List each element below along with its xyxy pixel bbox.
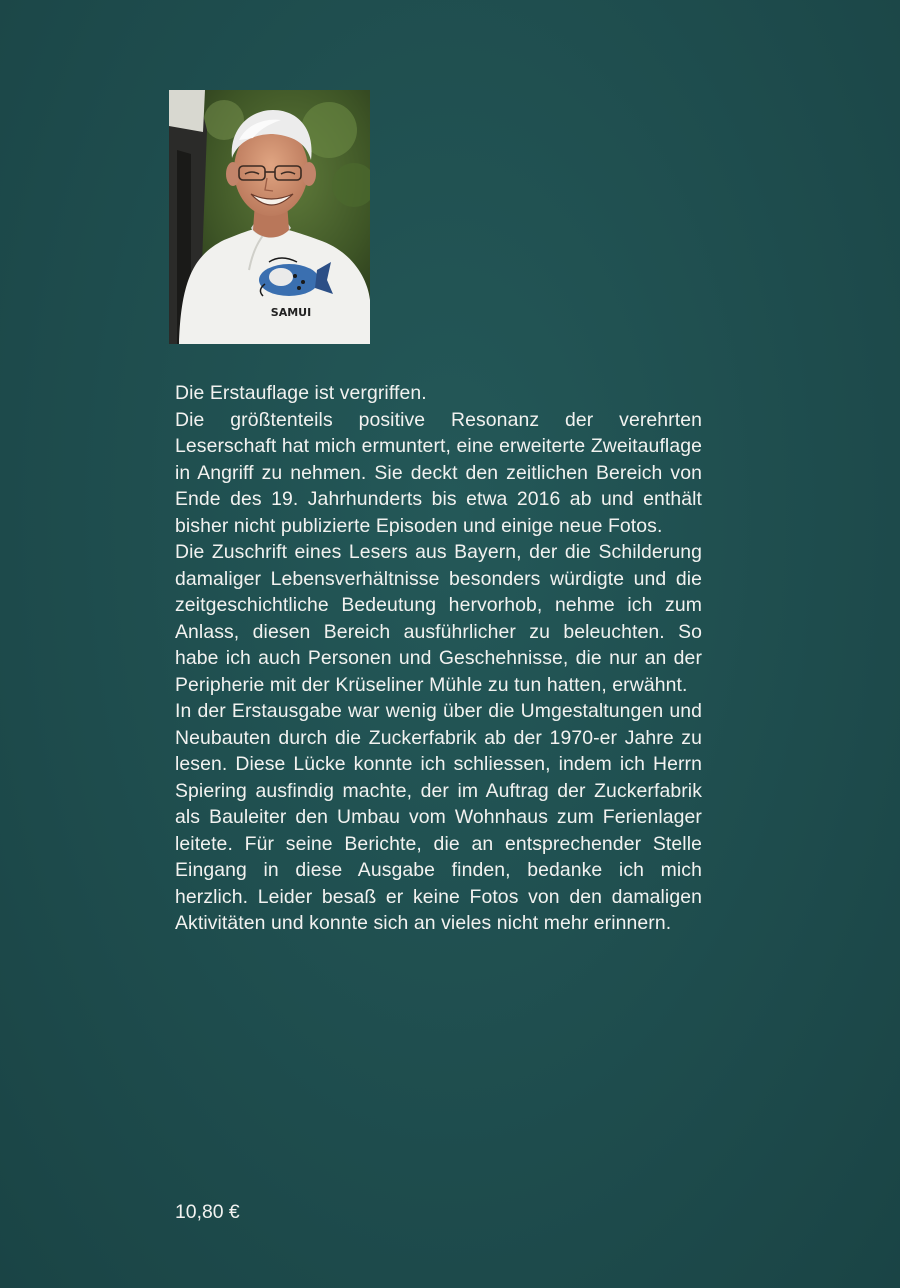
price-label: 10,80 € [175, 1201, 240, 1223]
shirt-text: SAMUI [270, 306, 312, 319]
author-photo [169, 90, 370, 344]
blurb-paragraph: Die Erstauflage ist vergriffen. [175, 382, 427, 404]
blurb-text [175, 380, 702, 937]
blurb-paragraph: Die größtenteils positive Resonanz der verehrten Leserschaft hat mich ermuntert, eine erweiterte Zweitauflage in Angriff zu nehmen. Sie deckt den zeitlichen Bereich von Ende des 19. Jahrhunderts bis etwa 2016 ab und enthält bisher nicht publizierte Episoden und einige neue Fotos. [175, 408, 702, 537]
blurb-paragraph: In der Erstausgabe war wenig über die Umgestaltungen und Neubauten durch die Zuckerfabrik ab der 1970-er Jahre zu lesen. Diese Lücke konnte ich schliessen, indem ich Herrn Spiering ausfindig machte, der im Auftrag der Zuckerfabrik als Bauleiter den Umbau vom Wohnhaus zum Ferienlager leitete. Für seine Berichte, die an entsprechender Stelle Eingang in diese Ausgabe finden, bedanke ich mich herzlich. Leider besaß er keine Fotos von den damaligen Aktivitäten und konnte sich an vieles nicht mehr erinnern. [175, 700, 702, 934]
blurb-paragraph: Die Zuschrift eines Lesers aus Bayern, der die Schilderung damaliger Lebensverhältnisse besonders würdigte und die zeitgeschichtliche Bedeutung hervorhob, nehme ich zum Anlass, diesen Bereich ausführlicher zu beleuchten. So habe ich auch Personen und Geschehnisse, die nur an der Peripherie mit der Krüseliner Mühle zu tun hatten, erwähnt. [175, 541, 702, 696]
